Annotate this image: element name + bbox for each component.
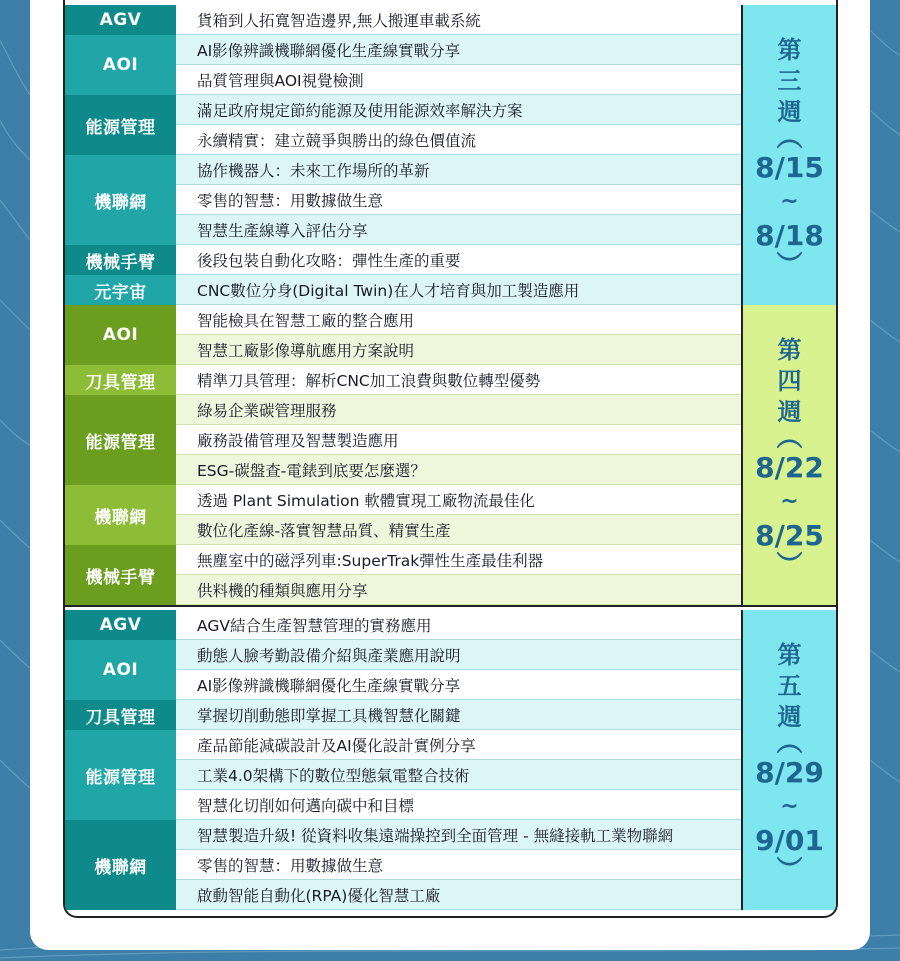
topic-row[interactable]: 工業4.0架構下的數位型態氣電整合技術: [176, 760, 741, 790]
topic-row[interactable]: 智能檢具在智慧工廠的整合應用: [176, 305, 741, 335]
topic-row[interactable]: AGV結合生產智慧管理的實務應用: [176, 610, 741, 640]
topic-row[interactable]: 協作機器人：未來工作場所的革新: [176, 155, 741, 185]
date-range-tilde: ~: [780, 188, 799, 214]
week-block-2: [65, 305, 836, 605]
topic-row[interactable]: 滿足政府規定節約能源及使用能源效率解決方案: [176, 95, 741, 125]
category-label: 機聯網: [65, 155, 176, 245]
category-label: 機聯網: [65, 820, 176, 910]
topic-row[interactable]: 智慧製造升級! 從資料收集遠端操控到全面管理 - 無縫接軌工業物聯網: [176, 820, 741, 850]
week-label-char: 三: [777, 66, 802, 95]
topic-row[interactable]: 廠務設備管理及智慧製造應用: [176, 425, 741, 455]
category-label: AOI: [65, 640, 176, 700]
paren-close: ︶: [776, 550, 803, 581]
week-block-1: [65, 5, 836, 305]
topic-row[interactable]: 精準刀具管理：解析CNC加工浪費與數位轉型優勢: [176, 365, 741, 395]
topic-row[interactable]: 產品節能減碳設計及AI優化設計實例分享: [176, 730, 741, 760]
topic-row[interactable]: 無塵室中的磁浮列車:SuperTrak彈性生產最佳利器: [176, 545, 741, 575]
paren-open: ︵: [776, 422, 803, 453]
paren-close: ︶: [776, 250, 803, 281]
week-end-date: 8/18: [755, 218, 824, 252]
week-start-date: 8/15: [755, 150, 824, 184]
date-range-tilde: ~: [780, 488, 799, 514]
topic-row[interactable]: 永續精實：建立競爭與勝出的綠色價值流: [176, 125, 741, 155]
week-end-date: 9/01: [755, 823, 824, 857]
topic-row[interactable]: 數位化產線-落實智慧品質、精實生產: [176, 515, 741, 545]
schedule-table: [63, 0, 838, 918]
week-label-char: 第: [777, 640, 802, 669]
paren-open: ︵: [776, 727, 803, 758]
category-label: AOI: [65, 305, 176, 365]
category-label: 元宇宙: [65, 275, 176, 305]
category-label: 機械手臂: [65, 245, 176, 275]
week-label-char: 週: [777, 702, 802, 731]
category-label: 能源管理: [65, 95, 176, 155]
topic-row[interactable]: 貨箱到人拓寬智造邊界,無人搬運車載系統: [176, 5, 741, 35]
topic-row[interactable]: AI影像辨識機聯網優化生產線實戰分享: [176, 670, 741, 700]
topic-row[interactable]: 掌握切削動態即掌握工具機智慧化關鍵: [176, 700, 741, 730]
topic-row[interactable]: 品質管理與AOI視覺檢測: [176, 65, 741, 95]
category-label: 能源管理: [65, 395, 176, 485]
topic-row[interactable]: ESG-碳盤查-電錶到底要怎麼選？: [176, 455, 741, 485]
week-label-char: 週: [777, 397, 802, 426]
paren-open: ︵: [776, 122, 803, 153]
week-end-date: 8/25: [755, 518, 824, 552]
topic-row[interactable]: 供料機的種類與應用分享: [176, 575, 741, 605]
topic-row[interactable]: 透過 Plant Simulation 軟體實現工廠物流最佳化: [176, 485, 741, 515]
category-label: 機械手臂: [65, 545, 176, 605]
week-label-char: 第: [777, 335, 802, 364]
category-label: AGV: [65, 5, 176, 35]
topic-row[interactable]: CNC數位分身(Digital Twin)在人才培育與加工製造應用: [176, 275, 741, 305]
topic-row[interactable]: 智慧工廠影像導航應用方案說明: [176, 335, 741, 365]
week-date-column: [741, 5, 836, 305]
week-start-date: 8/22: [755, 450, 824, 484]
topic-row[interactable]: 啟動智能自動化(RPA)優化智慧工廠: [176, 880, 741, 910]
week-label-char: 週: [777, 97, 802, 126]
topic-row[interactable]: 動態人臉考勤設備介紹與產業應用說明: [176, 640, 741, 670]
category-label: 能源管理: [65, 730, 176, 820]
category-label: 機聯網: [65, 485, 176, 545]
week-label-char: 四: [777, 366, 802, 395]
week-start-date: 8/29: [755, 755, 824, 789]
topic-row[interactable]: 智慧化切削如何邁向碳中和目標: [176, 790, 741, 820]
topic-row[interactable]: 智慧生產線導入評估分享: [176, 215, 741, 245]
category-label: AGV: [65, 610, 176, 640]
week-block-3: [65, 610, 836, 910]
topic-row[interactable]: 零售的智慧：用數據做生意: [176, 185, 741, 215]
paren-close: ︶: [776, 855, 803, 886]
week-label-char: 第: [777, 35, 802, 64]
topic-row[interactable]: AI影像辨識機聯網優化生產線實戰分享: [176, 35, 741, 65]
week-label-char: 五: [777, 671, 802, 700]
category-label: AOI: [65, 35, 176, 95]
week-date-column: [741, 610, 836, 910]
category-label: 刀具管理: [65, 365, 176, 395]
week-date-column: [741, 305, 836, 605]
week-divider: [65, 605, 836, 607]
topic-row[interactable]: 後段包裝自動化攻略：彈性生產的重要: [176, 245, 741, 275]
date-range-tilde: ~: [780, 793, 799, 819]
topic-row[interactable]: 綠易企業碳管理服務: [176, 395, 741, 425]
category-label: 刀具管理: [65, 700, 176, 730]
topic-row[interactable]: 零售的智慧：用數據做生意: [176, 850, 741, 880]
